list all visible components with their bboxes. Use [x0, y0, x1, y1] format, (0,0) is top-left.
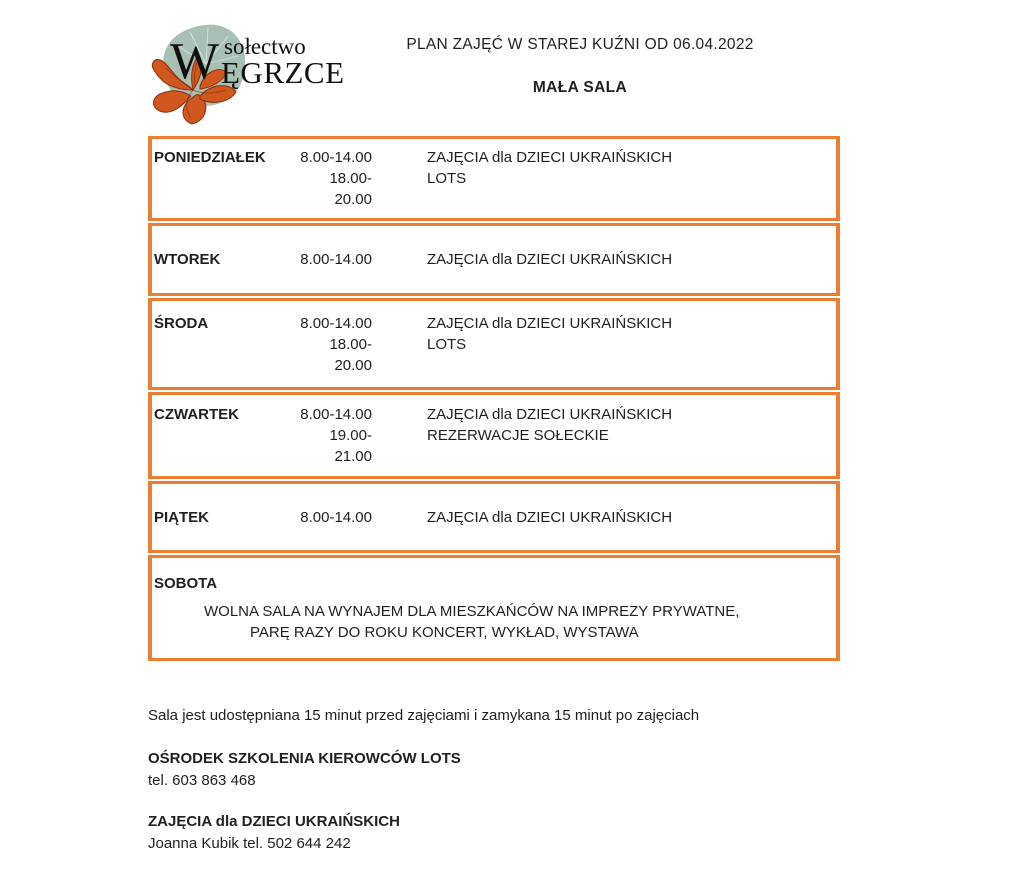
- activity: LOTS: [427, 335, 467, 353]
- activities-column: [427, 404, 672, 446]
- sobota-note-line: WOLNA SALA NA WYNAJEM DLA MIESZKAŃCÓW NA IMPREZY PRYWATNE,: [204, 603, 740, 620]
- contact-name: ZAJĘCIA dla DZIECI UKRAIŃSKICH: [148, 813, 400, 830]
- schedule-row-czwartek: [148, 392, 840, 479]
- day-label: PIĄTEK: [154, 508, 210, 526]
- times-column: [294, 404, 372, 467]
- time-slot: 8.00-14.00: [300, 406, 372, 423]
- time-slot: 8.00-14.00: [300, 508, 372, 526]
- activity: ZAJĘCIA dla DZIECI UKRAIŃSKICH: [427, 149, 673, 166]
- schedule-row-wtorek: [148, 223, 840, 296]
- activities-column: [427, 249, 672, 270]
- times-column: [294, 507, 372, 528]
- wegrzce-logo: [148, 20, 358, 130]
- activities-column: [427, 507, 672, 528]
- day-label: PONIEDZIAŁEK: [154, 149, 266, 166]
- day-label: ŚRODA: [154, 314, 209, 332]
- activity: REZERWACJE SOŁECKIE: [427, 427, 609, 444]
- time-slot: 8.00-14.00: [300, 251, 372, 268]
- time-slot: 19.00-21.00: [329, 427, 372, 465]
- day-label: SOBOTA: [154, 575, 218, 592]
- opening-info: Sala jest udostępniana 15 minut przed zajęciami i zamykana 15 minut po zajęciach: [148, 707, 700, 724]
- logo-initial: W: [170, 33, 220, 90]
- activity: ZAJĘCIA dla DZIECI UKRAIŃSKICH: [427, 251, 673, 268]
- contact-name: OŚRODEK SZKOLENIA KIEROWCÓW LOTS: [148, 750, 461, 767]
- time-slot: 8.00-14.00: [300, 149, 372, 166]
- contact-zajecia: [148, 811, 868, 855]
- footer-notes: [148, 705, 868, 855]
- times-column: [294, 147, 372, 210]
- activities-column: [427, 313, 672, 355]
- activity: ZAJĘCIA dla DZIECI UKRAIŃSKICH: [427, 508, 673, 526]
- day-label: CZWARTEK: [154, 406, 239, 423]
- time-slot: 18.00-20.00: [329, 170, 372, 208]
- page-subtitle: MAŁA SALA: [532, 79, 628, 96]
- times-column: [294, 313, 372, 376]
- schedule-row-piatek: [148, 481, 840, 553]
- activity: ZAJĘCIA dla DZIECI UKRAIŃSKICH: [427, 406, 673, 423]
- schedule-row-poniedzialek: [148, 136, 840, 221]
- sobota-note-line: PARĘ RAZY DO ROKU KONCERT, WYKŁAD, WYSTAWA: [250, 624, 639, 641]
- times-column: [294, 249, 372, 270]
- schedule-row-sobota: [148, 555, 840, 661]
- page-title: PLAN ZAJĘĆ W STAREJ KUŹNI OD 06.04.2022: [406, 36, 754, 53]
- day-label: WTOREK: [154, 251, 221, 268]
- schedule-table: [148, 136, 840, 663]
- logo-big-text: ĘGRZCE: [221, 55, 345, 90]
- title-block: [330, 36, 830, 97]
- activity: ZAJĘCIA dla DZIECI UKRAIŃSKICH: [427, 314, 673, 332]
- contact-phone: Joanna Kubik tel. 502 644 242: [148, 835, 351, 852]
- contact-phone: tel. 603 863 468: [148, 772, 256, 789]
- logo-small-text: sołectwo: [224, 34, 306, 59]
- contact-lots: [148, 748, 868, 792]
- logo-graphic: [148, 20, 358, 130]
- time-slot: 8.00-14.00: [300, 314, 372, 332]
- activity: LOTS: [427, 170, 467, 187]
- activities-column: [427, 147, 672, 189]
- time-slot: 18.00-20.00: [329, 335, 372, 374]
- schedule-row-sroda: [148, 298, 840, 390]
